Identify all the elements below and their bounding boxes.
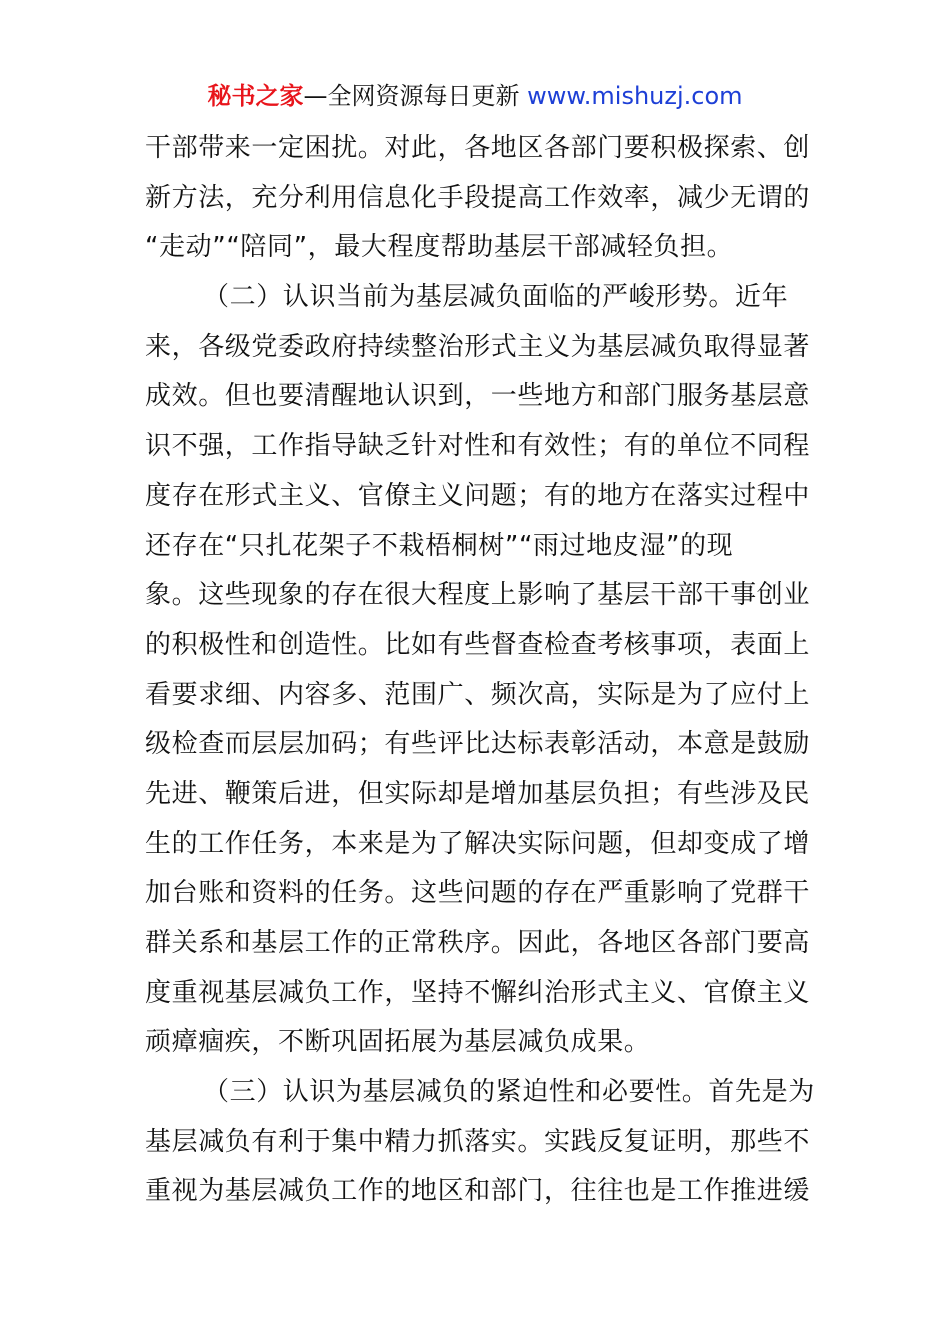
text-line: 度重视基层减负工作，坚持不懈纠治形式主义、官僚主义 xyxy=(145,977,811,1008)
section-heading-line: （三）认识为基层减负的紧迫性和必要性。首先是为 xyxy=(203,1077,815,1108)
site-tagline: —全网资源每日更新 xyxy=(303,82,528,110)
text-line: 还存在“只扎花架子不栽梧桐树”“雨过地皮湿”的现 xyxy=(145,530,734,561)
text-line: 先进、鞭策后进，但实际却是增加基层负担；有些涉及民 xyxy=(145,778,811,809)
text-line: 的积极性和创造性。比如有些督查检查考核事项，表面上 xyxy=(145,629,811,660)
text-line: 基层减负有利于集中精力抓落实。实践反复证明，那些不 xyxy=(145,1126,811,1157)
text-line: 看要求细、内容多、范围广、频次高，实际是为了应付上 xyxy=(145,679,811,710)
text-line: 新方法，充分利用信息化手段提高工作效率，减少无谓的 xyxy=(145,182,811,213)
text-line: 成效。但也要清醒地认识到，一些地方和部门服务基层意 xyxy=(145,381,811,412)
text-line: 象。这些现象的存在很大程度上影响了基层干部干事创业 xyxy=(145,580,811,611)
text-line: 重视为基层减负工作的地区和部门，往往也是工作推进缓 xyxy=(145,1176,811,1207)
text-line: 顽瘴痼疾，不断巩固拓展为基层减负成果。 xyxy=(145,1027,651,1058)
text-line: 干部带来一定困扰。对此，各地区各部门要积极探索、创 xyxy=(145,133,811,163)
site-url-link[interactable]: www.mishuzj.com xyxy=(527,82,743,110)
text-line: 来，各级党委政府持续整治形式主义为基层减负取得显著 xyxy=(145,331,811,362)
site-header xyxy=(0,80,950,112)
text-line: 加台账和资料的任务。这些问题的存在严重影响了党群干 xyxy=(145,878,811,909)
site-brand: 秘书之家 xyxy=(207,82,304,110)
text-line: “走动”“陪同”，最大程度帮助基层干部减轻负担。 xyxy=(145,232,734,263)
section-heading-line: （二）认识当前为基层减负面临的严峻形势。近年 xyxy=(203,282,789,313)
text-line: 级检查而层层加码；有些评比达标表彰活动，本意是鼓励 xyxy=(145,729,811,760)
text-line: 生的工作任务，本来是为了解决实际问题，但却变成了增 xyxy=(145,828,811,859)
text-line: 识不强，工作指导缺乏针对性和有效性；有的单位不同程 xyxy=(145,431,811,462)
text-line: 群关系和基层工作的正常秩序。因此，各地区各部门要高 xyxy=(145,928,811,958)
text-line: 度存在形式主义、官僚主义问题；有的地方在落实过程中 xyxy=(145,480,811,511)
document-body xyxy=(145,124,815,1217)
